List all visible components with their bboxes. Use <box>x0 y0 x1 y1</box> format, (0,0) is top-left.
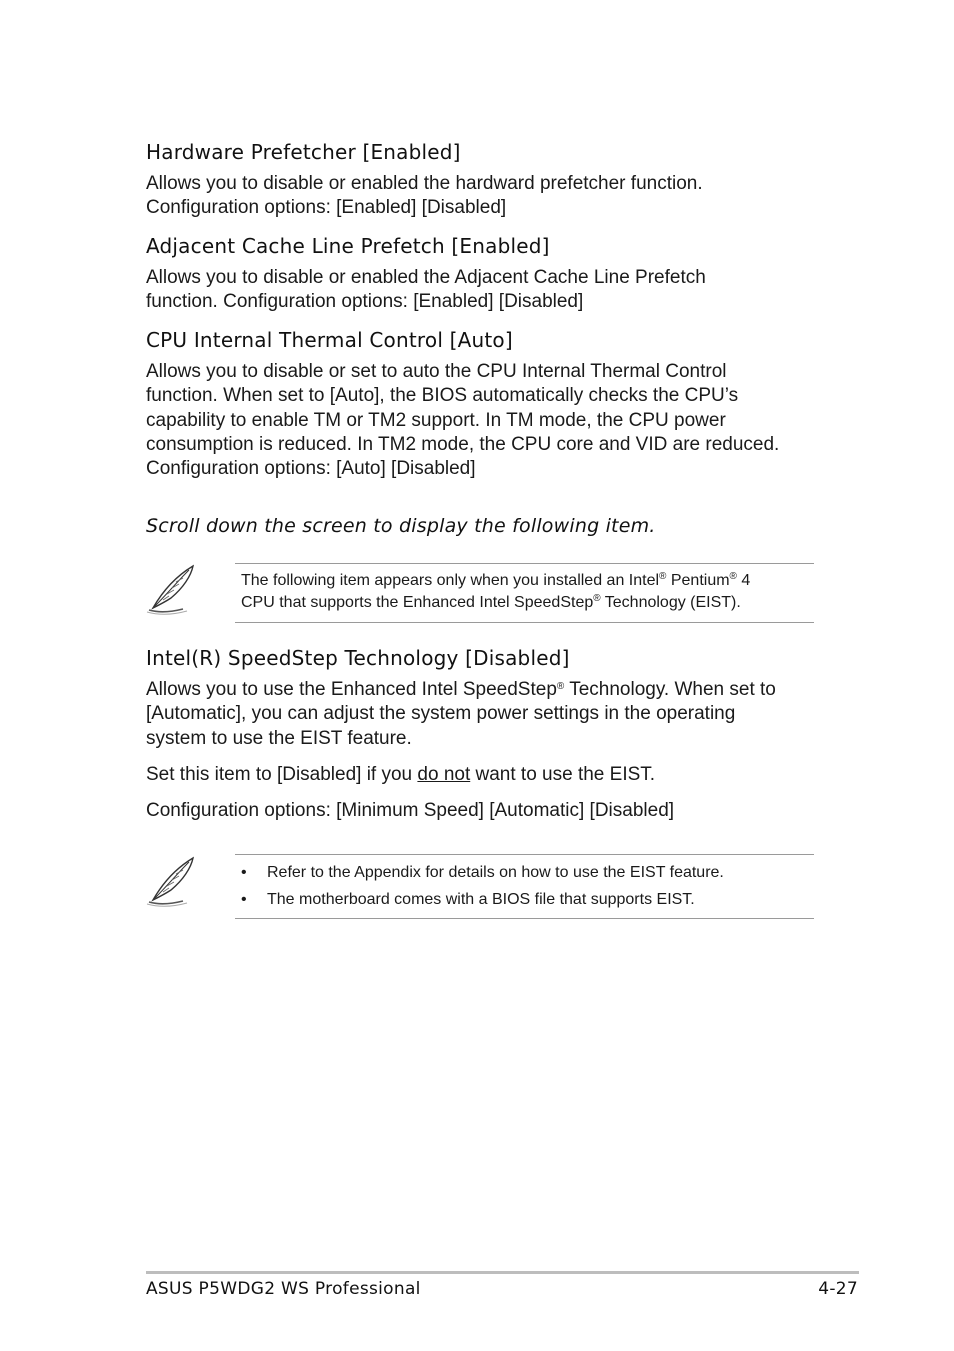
section-adjacent-cache <box>146 233 816 315</box>
scroll-instruction: Scroll down the screen to display the following item. <box>146 515 656 537</box>
footer-product-name: ASUS P5WDG2 WS Professional <box>146 1279 421 1299</box>
feather-note-icon <box>143 560 199 616</box>
section-body: Allows you to disable or set to auto the CPU Internal Thermal Control function. When set to [Auto], the BIOS automatically checks the CPU’s capability to enable TM or TM2 support. In TM mode, the CPU power consumption is reduced. In TM2 mode, the CPU core and VID are reduced. Configuration options: [Auto] [Disabled] <box>146 361 780 480</box>
section-body: Allows you to disable or enabled the Adjacent Cache Line Prefetch function. Configuration options: [Enabled] [Disabled] <box>146 267 706 313</box>
section-heading: Intel(R) SpeedStep Technology [Disabled] <box>146 646 570 670</box>
section-heading: CPU Internal Thermal Control [Auto] <box>146 328 513 352</box>
list-item: • Refer to the Appendix for details on how to use the EIST feature. <box>241 864 724 881</box>
section-heading: Adjacent Cache Line Prefetch [Enabled] <box>146 234 550 258</box>
list-item: • The motherboard comes with a BIOS file that supports EIST. <box>241 891 695 908</box>
section-heading: Hardware Prefetcher [Enabled] <box>146 140 461 164</box>
disable-instruction: Set this item to [Disabled] if you do not want to use the EIST. <box>146 763 656 785</box>
section-body: Allows you to disable or enabled the hardward prefetcher function. Configuration options: [Enabled] [Disabled] <box>146 173 703 219</box>
footer-rule <box>146 1271 859 1274</box>
section-body: Allows you to use the Enhanced Intel SpeedStep® Technology. When set to [Automatic], you can adjust the system power settings in the operating system to use the EIST feature. <box>146 679 776 749</box>
feather-note-icon <box>143 852 199 908</box>
footer-page-number: 4-27 <box>818 1279 858 1299</box>
note-box-intel-cpu <box>235 563 814 623</box>
section-cpu-thermal <box>146 327 816 481</box>
note-bullet-list <box>235 859 805 913</box>
config-options: Configuration options: [Minimum Speed] [Automatic] [Disabled] <box>146 800 675 822</box>
section-hardware-prefetcher <box>146 139 816 221</box>
note-box-eist <box>235 854 814 919</box>
section-speedstep <box>146 645 816 823</box>
note-text: The following item appears only when you installed an Intel® Pentium® 4 CPU that supports the Enhanced Intel SpeedStep® Technology (EIST). <box>241 571 751 611</box>
